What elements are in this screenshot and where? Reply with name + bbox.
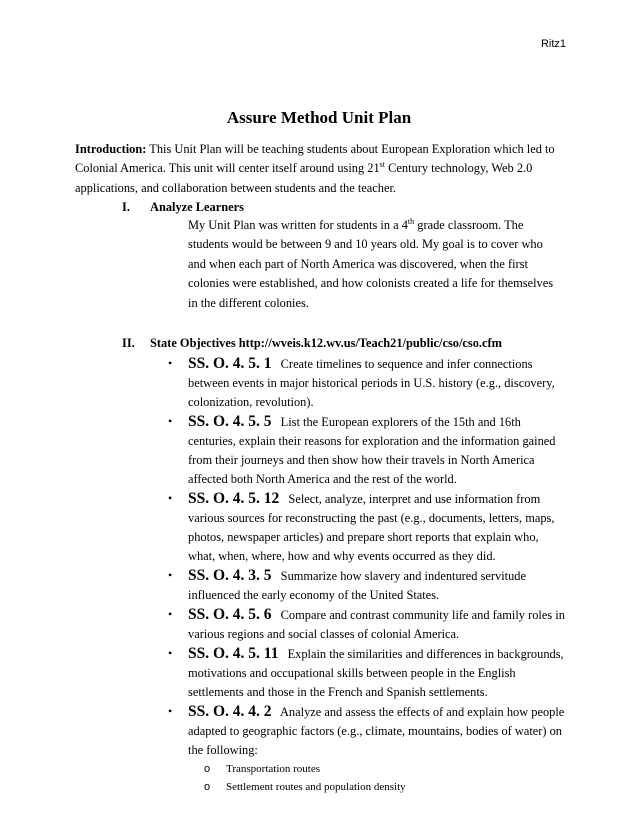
objective-item xyxy=(168,412,568,489)
learners-text-1: My Unit Plan was written for students in a 4 xyxy=(188,218,408,232)
section-number: I. xyxy=(122,200,130,214)
objective-text: Create timelines to sequence and infer connections between events in major historical periods in U.S. history (e.g., discovery, colonization, revolution). xyxy=(188,357,555,409)
objective-text: List the European explorers of the 15th and 16th centuries, explain their reasons for exploration and the information gained from their journeys and then show how their travels in North America affected both North America and the rest of the world. xyxy=(188,415,556,486)
bullet-icon: • xyxy=(168,491,173,505)
objective-text: Explain the similarities and differences in backgrounds, motivations and occupational skills between people in the English settlements and those in the French and Spanish settlements. xyxy=(188,647,564,699)
objective-code: SS. O. 4. 5. 6 xyxy=(188,606,272,623)
analyze-learners-paragraph xyxy=(188,216,563,313)
bullet-icon: • xyxy=(168,607,173,621)
objective-text: Summarize how slavery and indentured servitude influenced the early economy of the United States. xyxy=(188,569,527,602)
objective-code: SS. O. 4. 5. 11 xyxy=(188,645,279,662)
bullet-icon: • xyxy=(168,704,173,718)
sub-item-text: Transportation routes xyxy=(226,763,321,775)
objective-item xyxy=(168,354,568,412)
objective-item xyxy=(168,644,568,702)
page-header-label: Ritz1 xyxy=(540,38,566,50)
objective-item xyxy=(168,566,568,605)
hollow-bullet-icon: o xyxy=(204,763,211,775)
section-number: II. xyxy=(122,336,135,350)
objective-text: Select, analyze, interpret and use information from various sources for reconstructing the past (e.g., documents, letters, maps, photos, newspaper articles) and prepare short reports that explain who, what, when, where, how and why events occurred as they did. xyxy=(188,492,555,563)
intro-text-2: Century technology, Web 2.0 applications, and collaboration between students and the teacher. xyxy=(75,161,533,195)
objective-code: SS. O. 4. 5. 12 xyxy=(188,490,280,507)
document-title: Assure Method Unit Plan xyxy=(226,108,412,127)
introduction-paragraph xyxy=(75,140,565,198)
objective-code: SS. O. 4. 5. 5 xyxy=(188,413,272,430)
learners-text-2: grade classroom. The students would be between 9 and 10 years old. My goal is to cover who and when each part of North America was discovered, when the first colonies were established, and how colonists created a life for themselves in the different colonies. xyxy=(188,218,554,310)
hollow-bullet-icon: o xyxy=(204,781,211,793)
intro-text-1: This Unit Plan will be teaching students about European Exploration which led to Colonial America. This unit will center itself around using 21 xyxy=(75,142,555,176)
objective-item xyxy=(168,702,568,796)
bullet-icon: • xyxy=(168,646,173,660)
objective-code: SS. O. 4. 5. 1 xyxy=(188,355,272,372)
objective-code: SS. O. 4. 4. 2 xyxy=(188,703,272,720)
bullet-icon: • xyxy=(168,568,173,582)
section-title: State Objectives http://wveis.k12.wv.us/Teach21/public/cso/cso.cfm xyxy=(150,336,502,350)
section-title: Analyze Learners xyxy=(150,200,244,214)
objective-text: Compare and contrast community life and family roles in various regions and social classes of colonial America. xyxy=(188,608,565,641)
intro-sup: st xyxy=(379,160,386,170)
bullet-icon: • xyxy=(168,414,173,428)
sub-items-list xyxy=(188,760,568,796)
bullet-icon: • xyxy=(168,356,173,370)
objective-code: SS. O. 4. 3. 5 xyxy=(188,567,272,584)
sub-item-text: Settlement routes and population density xyxy=(226,781,406,793)
intro-label: Introduction: xyxy=(75,142,147,156)
objective-text: Analyze and assess the effects of and explain how people adapted to geographic factors (e.g., climate, mountains, bodies of water) on the following: xyxy=(188,705,565,757)
sub-item xyxy=(188,778,568,796)
sub-item xyxy=(188,760,568,778)
learners-sup: th xyxy=(407,216,415,226)
objective-item xyxy=(168,489,568,566)
objectives-list xyxy=(168,354,568,796)
objective-item xyxy=(168,605,568,644)
